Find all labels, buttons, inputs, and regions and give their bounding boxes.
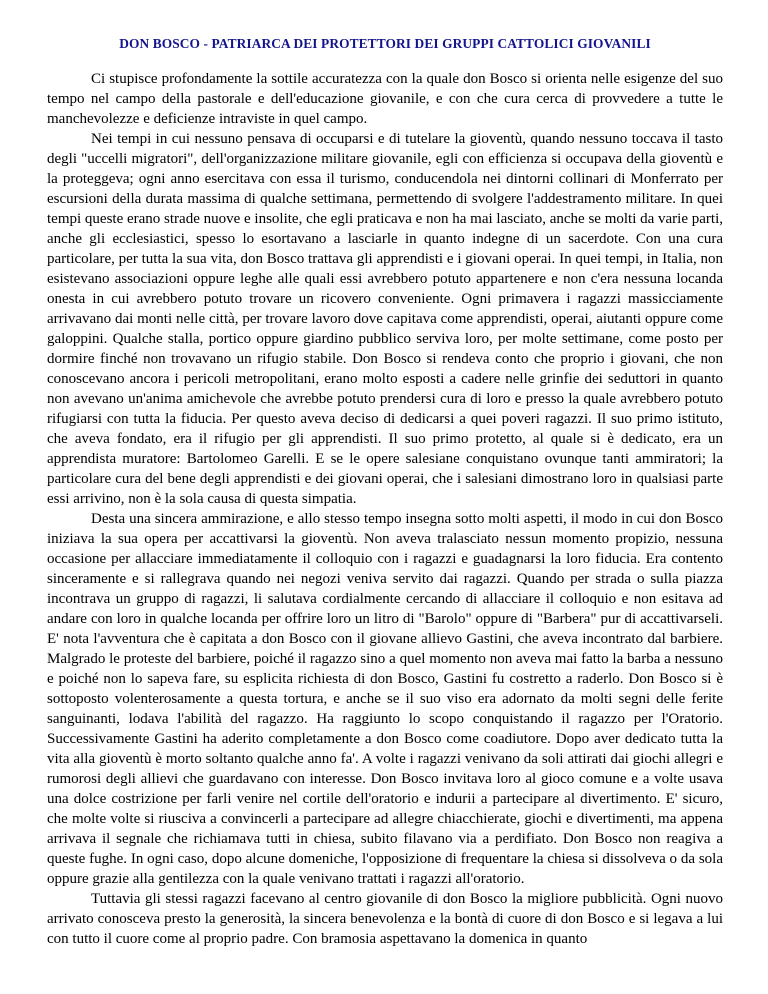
document-title: DON BOSCO - PATRIARCA DEI PROTETTORI DEI GRUPPI CATTOLICI GIOVANILI xyxy=(119,36,651,51)
document-page xyxy=(47,34,723,949)
paragraph: Tuttavia gli stessi ragazzi facevano al centro giovanile di don Bosco la migliore pubblicità. Ogni nuovo arrivato conosceva presto la generosità, la sincera benevolenza e la bontà di cuore di don Bosco e si legava a lui con tutto il cuore come al proprio padre. Con bramosia aspettavano la domenica in quanto xyxy=(47,891,723,947)
paragraph: Nei tempi in cui nessuno pensava di occuparsi e di tutelare la gioventù, quando nessuno toccava il tasto degli "uccelli migratori", dell'organizzazione militare giovanile, egli con efficienza si occupava della gioventù e la proteggeva; ogni anno esercitava con essa il turismo, conducendola nei dintorni collinari di Monferrato per escursioni della durata massima di qualche settimana, permettendo di svolgere l'addestramento militare. In quei tempi queste erano strade nuove e insolite, che egli praticava e non ha mai lasciato, anche se molti da varie parti, anche gli ecclesiastici, spesso lo esortavano a lasciarle in quanto indegne di un sacerdote. Con una cura particolare, per tutta la sua vita, don Bosco trattava gli apprendisti e i giovani operai. In quei tempi, in Italia, non esistevano associazioni oppure leghe alle quali essi avrebbero potuto appartenere e non c'era nessuna locanda onesta in cui avrebbero potuto trovare un ricovero conveniente. Ogni primavera i ragazzi massicciamente arrivavano dai monti nelle città, per trovare lavoro dove capitava come apprendisti, operai, aiutanti oppure come galoppini. Qualche stalla, portico oppure giardino pubblico serviva loro, per molte settimane, come posto per dormire finché non trovavano un rifugio stabile. Don Bosco si rendeva conto che proprio i giovani, che non conoscevano ancora i pericoli metropolitani, erano molto esposti a cadere nelle grinfie dei seduttori in quanto non avevano un'anima amichevole che avrebbe potuto prendersi cura di loro e presso la quale avrebbero potuto rifugiarsi con tutta la fiducia. Per questo aveva deciso di dedicarsi a quei poveri ragazzi. Il suo primo istituto, che aveva fondato, era il rifugio per gli apprendisti. Il suo primo protetto, al quale si è dedicato, era un apprendista muratore: Bartolomeo Garelli. E se le opere salesiane conquistano ovunque tanti ammiratori; la particolare cura del bene degli apprendisti e dei giovani operai, che i salesiani dimostrano loro in qualsiasi parte essi arrivino, non è la sola causa di questa simpatia. xyxy=(47,131,723,507)
paragraph: Desta una sincera ammirazione, e allo stesso tempo insegna sotto molti aspetti, il modo in cui don Bosco iniziava la sua opera per accattivarsi la gioventù. Non aveva tralasciato nessun momento propizio, nessuna occasione per allacciare immediatamente il colloquio con i ragazzi e guadagnarsi la loro fiducia. Era contento sinceramente e si rallegrava quando nei negozi veniva servito dai ragazzi. Quando per strada o sulla piazza incontrava un gruppo di ragazzi, li salutava cordialmente cercando di allacciare il colloquio e non esitava ad andare con loro in qualche locanda per offrire loro un litro di "Barolo" oppure di "Barbera" pur di accattivarseli. E' nota l'avventura che è capitata a don Bosco con il giovane allievo Gastini, che aveva incontrato dal barbiere. Malgrado le proteste del barbiere, poiché il ragazzo sino a quel momento non aveva mai fatto la barba a nessuno e poiché non lo sapeva fare, su esplicita richiesta di don Bosco, Gastini fu costretto a raderlo. Don Bosco si è sottoposto volenterosamente a questa tortura, e anche se il suo viso era adornato da molti segni delle ferite sanguinanti, lodava l'abilità del ragazzo. Ha raggiunto lo scopo conquistando il ragazzo per l'Oratorio. Successivamente Gastini ha aderito completamente a don Bosco come coadiutore. Dopo aver dedicato tutta la vita alla gioventù è morto soltanto qualche anno fa'. A volte i ragazzi venivano da soli attirati dai giochi allegri e rumorosi degli allievi che guardavano con interesse. Don Bosco invitava loro al gioco comune e a volte usava una dolce costrizione per farli venire nel cortile dell'oratorio e indurii a partecipare al divertimento. E' sicuro, che molte volte si riusciva a convincerli a partecipare ad allegre chiacchierate, giochi e divertimenti, ma appena arrivava il segnale che richiamava tutti in chiesa, subito filavano via a perdifiato. Don Bosco non reagiva a queste fughe. In ogni caso, dopo alcune domeniche, l'opposizione di frequentare la chiesa si dissolveva o da sola oppure grazie alla gentilezza con la quale venivano trattati i ragazzi all'oratorio. xyxy=(47,511,723,887)
paragraph: Ci stupisce profondamente la sottile accuratezza con la quale don Bosco si orienta nelle esigenze del suo tempo nel campo della pastorale e dell'educazione giovanile, e con che cura cerca di provvedere a tutte le manchevolezze e deficienze intraviste in quel campo. xyxy=(47,71,723,127)
